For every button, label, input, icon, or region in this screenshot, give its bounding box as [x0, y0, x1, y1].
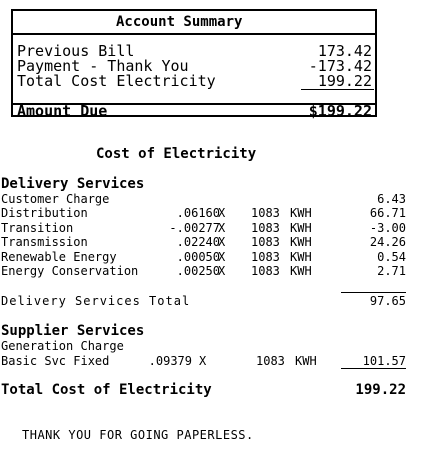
item-amount: -3.00: [369, 221, 406, 235]
item-unit: KWH: [295, 354, 317, 368]
amount-due-value: $199.22: [308, 102, 372, 120]
delivery-total-rule: [341, 292, 406, 293]
summary-value-total-cost: 199.22: [317, 72, 372, 90]
delivery-total-amount: 97.65: [369, 294, 406, 308]
item-rate: .00050: [176, 250, 220, 264]
summary-label-payment: Payment - Thank You: [17, 57, 189, 75]
generation-charge-label: Generation Charge: [1, 339, 124, 353]
summary-total-underline: [301, 89, 374, 90]
item-amount: 24.26: [369, 235, 406, 249]
item-rate: .06160: [176, 206, 220, 220]
item-amount: 0.54: [377, 250, 406, 264]
item-unit: KWH: [290, 206, 312, 220]
item-label: Energy Conservation: [1, 264, 139, 278]
item-x: X: [199, 354, 207, 368]
customer-charge-label: Customer Charge: [1, 192, 110, 206]
item-qty: 1083: [251, 264, 280, 278]
item-label: Basic Svc Fixed: [1, 354, 110, 368]
delivery-heading: Delivery Services: [1, 176, 145, 192]
item-unit: KWH: [290, 235, 312, 249]
item-qty: 1083: [251, 206, 280, 220]
item-x: X: [218, 264, 226, 278]
item-qty: 1083: [256, 354, 285, 368]
account-summary-box: [11, 9, 377, 120]
item-x: X: [218, 250, 226, 264]
summary-label-total-cost: Total Cost Electricity: [17, 72, 216, 90]
item-amount: 66.71: [369, 206, 406, 220]
item-qty: 1083: [251, 250, 280, 264]
item-amount: 2.71: [377, 264, 406, 278]
summary-title: Account Summary: [116, 14, 243, 30]
item-rate: -.00277: [169, 221, 220, 235]
item-unit: KWH: [290, 221, 312, 235]
item-amount: 101.57: [362, 354, 406, 368]
item-rate: .09379: [148, 354, 192, 368]
item-unit: KWH: [290, 264, 312, 278]
item-unit: KWH: [290, 250, 312, 264]
summary-label-previous-bill: Previous Bill: [17, 42, 135, 60]
summary-value-payment: -173.42: [308, 57, 372, 75]
supplier-amount-underline: [341, 368, 406, 369]
footer-message: THANK YOU FOR GOING PAPERLESS.: [22, 428, 254, 442]
item-rate: .00250: [176, 264, 220, 278]
grand-total-amount: 199.22: [355, 382, 406, 398]
delivery-total-label: Delivery Services Total: [1, 294, 191, 308]
supplier-heading: Supplier Services: [1, 323, 145, 339]
item-qty: 1083: [251, 235, 280, 249]
item-label: Distribution: [1, 206, 88, 220]
item-x: X: [218, 221, 226, 235]
amount-due-label: Amount Due: [17, 102, 108, 120]
grand-total-label: Total Cost of Electricity: [1, 382, 212, 398]
item-rate: .02240: [176, 235, 220, 249]
item-label: Renewable Energy: [1, 250, 117, 264]
item-x: X: [218, 206, 226, 220]
cost-section-title: Cost of Electricity: [96, 146, 257, 162]
item-label: Transition: [1, 221, 74, 235]
summary-value-previous-bill: 173.42: [317, 42, 372, 60]
item-label: Transmission: [1, 235, 88, 249]
item-qty: 1083: [251, 221, 280, 235]
customer-charge-amount: 6.43: [377, 192, 406, 206]
item-x: X: [218, 235, 226, 249]
